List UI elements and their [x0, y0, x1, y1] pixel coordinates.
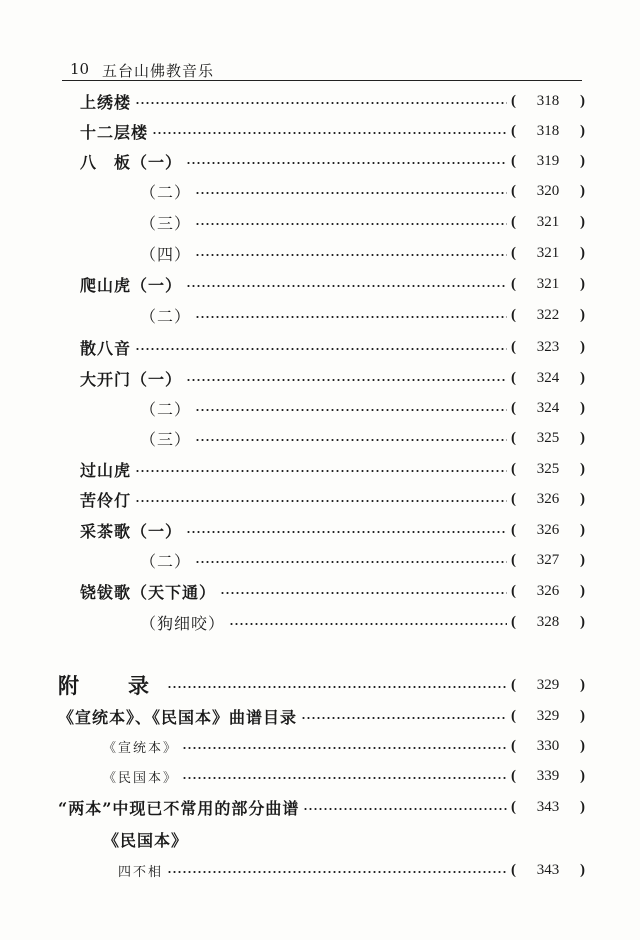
dot-leader [186, 531, 507, 533]
toc-entry [58, 794, 585, 820]
toc-entry [60, 148, 585, 174]
entry-title: 过山虎 [80, 460, 132, 480]
page-reference: ( 325 ) [511, 429, 585, 446]
page-reference: ( 324 ) [511, 399, 585, 416]
entry-title: 爬山虎（一） [80, 275, 183, 295]
dot-leader [186, 285, 507, 287]
entry-title: （二） [140, 306, 192, 326]
entry-title: （狗细咬） [140, 613, 226, 633]
entry-title: （二） [140, 182, 192, 202]
entry-title: （三） [140, 213, 192, 233]
dot-leader [195, 439, 507, 441]
toc-entry [58, 733, 585, 759]
entry-title: 散八音 [80, 338, 132, 358]
dot-leader [135, 470, 507, 472]
page-reference: ( 321 ) [511, 213, 585, 230]
toc-subheading [58, 826, 585, 852]
dot-leader [195, 561, 507, 563]
entry-title: “两本”中现已不常用的部分曲谱 [58, 798, 300, 818]
dot-leader [182, 777, 507, 779]
toc-entry [60, 118, 585, 144]
dot-leader [220, 592, 507, 594]
dot-leader [195, 223, 507, 225]
dot-leader [229, 623, 507, 625]
dot-leader [182, 747, 507, 749]
entry-title: （三） [140, 429, 192, 449]
entry-title: 大开门（一） [80, 369, 183, 389]
toc-entry [58, 703, 585, 729]
entry-title: 《民国本》 [103, 770, 179, 786]
entry-title: 苦伶仃 [80, 490, 132, 510]
entry-title: 《民国本》 [103, 830, 189, 850]
toc-entry [60, 271, 585, 297]
book-title: 五台山佛教音乐 [102, 62, 215, 80]
toc-entry [60, 517, 585, 543]
entry-title: 四不相 [118, 864, 164, 880]
entry-title: 《宣统本》 [103, 740, 179, 756]
entry-title: 《宣统本》、《民国本》曲谱目录 [58, 707, 298, 727]
dot-leader [195, 409, 507, 411]
toc-entry [60, 334, 585, 360]
page-reference: ( 343 ) [511, 861, 585, 878]
entry-title: 十二层楼 [80, 122, 149, 142]
toc-entry [60, 578, 585, 604]
toc-entry [60, 547, 585, 573]
page-reference: ( 319 ) [511, 152, 585, 169]
entry-title: 上绣楼 [80, 92, 132, 112]
toc-entry [60, 365, 585, 391]
toc-entry [60, 425, 585, 451]
dot-leader [195, 192, 507, 194]
dot-leader [135, 102, 507, 104]
page-reference: ( 325 ) [511, 460, 585, 477]
dot-leader [167, 871, 507, 873]
dot-leader [186, 379, 507, 381]
entry-title: （二） [140, 399, 192, 419]
entry-title: 采茶歌（一） [80, 521, 183, 541]
dot-leader [167, 686, 507, 688]
page-reference: ( 328 ) [511, 613, 585, 630]
dot-leader [152, 132, 507, 134]
page-reference: ( 321 ) [511, 275, 585, 292]
entry-title: （四） [140, 244, 192, 264]
page-reference: ( 323 ) [511, 338, 585, 355]
page-reference: ( 324 ) [511, 369, 585, 386]
appendix-heading-row [58, 672, 585, 698]
page-number: 10 [70, 60, 90, 78]
page-reference: ( 321 ) [511, 244, 585, 261]
appendix-heading: 附 录 [58, 673, 163, 698]
toc-entry [60, 240, 585, 266]
page-reference: ( 343 ) [511, 798, 585, 815]
page-reference: ( 318 ) [511, 122, 585, 139]
page-reference: ( 330 ) [511, 737, 585, 754]
toc-entry [60, 209, 585, 235]
dot-leader [135, 500, 507, 502]
toc-entry [60, 302, 585, 328]
dot-leader [195, 254, 507, 256]
toc-entry [58, 763, 585, 789]
page-reference: ( 320 ) [511, 182, 585, 199]
entry-title: 铙钹歌（天下通） [80, 582, 217, 602]
page-reference: ( 329 ) [511, 707, 585, 724]
entry-title: （二） [140, 551, 192, 571]
page-reference: ( 326 ) [511, 490, 585, 507]
dot-leader [303, 808, 507, 810]
dot-leader [135, 348, 507, 350]
dot-leader [195, 316, 507, 318]
toc-entry [60, 456, 585, 482]
entry-title: 八 板（一） [80, 152, 183, 172]
toc-entry [60, 486, 585, 512]
toc-entry [60, 88, 585, 114]
page-reference: ( 318 ) [511, 92, 585, 109]
toc-entry [60, 609, 585, 635]
toc-entry [60, 178, 585, 204]
toc-entry [60, 395, 585, 421]
toc-entry [58, 857, 585, 883]
page-reference: ( 339 ) [511, 767, 585, 784]
page-reference: ( 326 ) [511, 582, 585, 599]
dot-leader [301, 717, 507, 719]
page-reference: ( 322 ) [511, 306, 585, 323]
page-reference: ( 327 ) [511, 551, 585, 568]
page-reference: ( 326 ) [511, 521, 585, 538]
page-reference: ( 329 ) [511, 676, 585, 693]
dot-leader [186, 162, 507, 164]
